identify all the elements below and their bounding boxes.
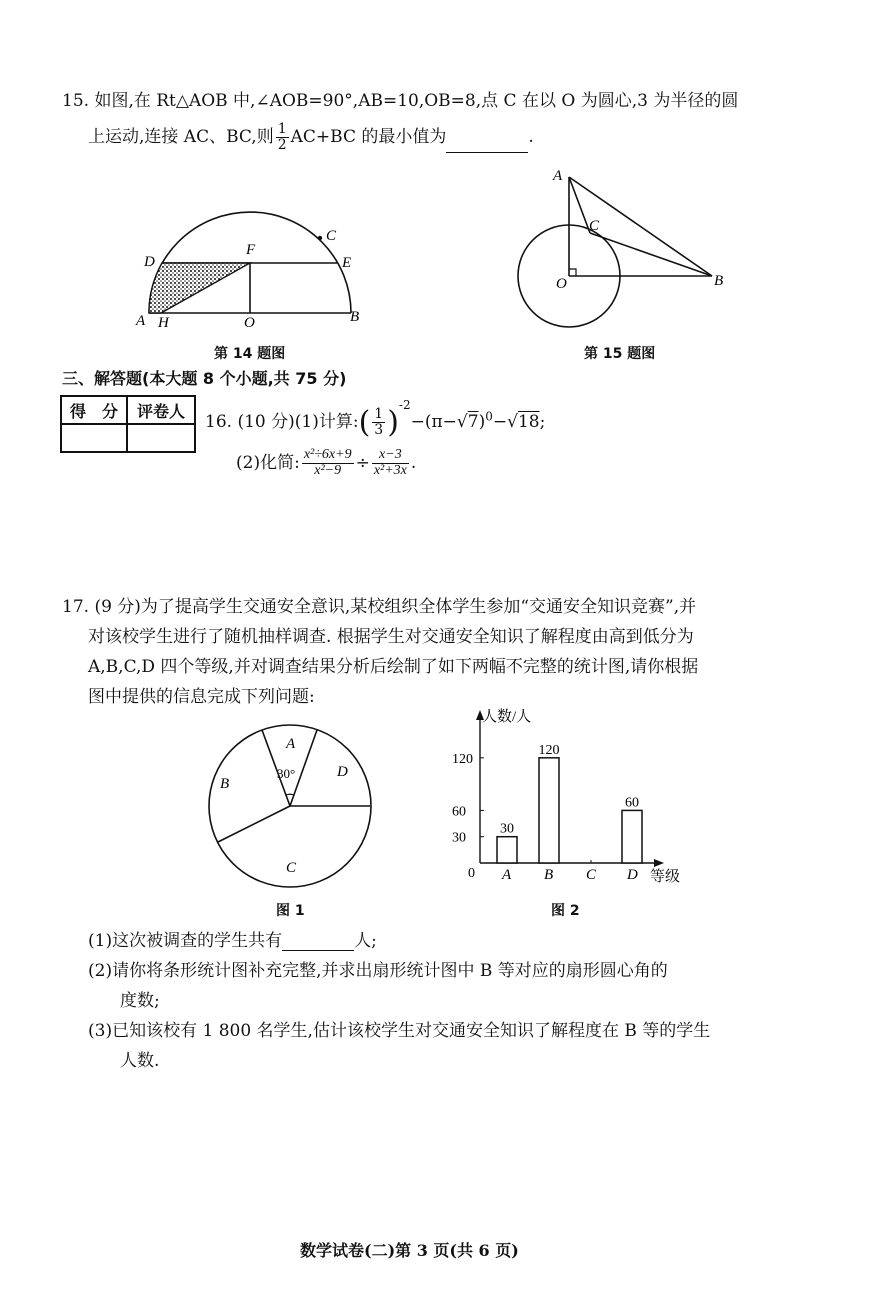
q17-sub1-blank[interactable] [282,932,354,951]
fig14-caption: 第 14 题图 [214,346,286,362]
pie-label-B: B [220,776,230,792]
q15-line2-end: . [528,127,534,147]
q17-sub3-a: (3)已知该校有 1 800 名学生,估计该校学生对交通安全知识了解程度在 B 等的学生 [88,1021,711,1041]
fig14-shaded-region [149,263,250,313]
q17-sub2-a: (2)请你将条形统计图补充完整,并求出扇形统计图中 B 等对应的扇形圆心角的 [88,961,668,981]
q17-line1: 17. (9 分)为了提高学生交通安全意识,某校组织全体学生参加“交通安全知识竞赛”,并 [62,597,697,617]
fig14-label-A: A [136,313,146,329]
q16-part1: 16. (10 分)(1)计算:( $\frac{1}{3}$ )$^{-2}-(\pi-√7)^0-√18$; [205,398,546,440]
fig15-label-A: A [553,168,563,184]
q16-p2-f2-num: x−3 [372,448,409,464]
fig14-label-E: E [342,255,352,271]
q15-answer-blank[interactable] [446,134,528,153]
q17-sub2-b: 度数; [120,991,160,1011]
pie-angle-arc [286,794,294,795]
bar-xlabel: 等级 [650,869,681,885]
bar-ytick-label: 120 [452,751,473,767]
score-box [60,395,196,453]
bar-ytick-label: 30 [452,830,466,846]
q16-sqrt7: 7 [467,412,479,432]
bar-x-arrow [654,859,664,867]
pie-caption: 图 1 [276,903,305,919]
q16-p2-frac1 [302,448,354,478]
fig15-caption: 第 15 题图 [584,346,656,362]
bar-category-label: B [544,867,554,883]
bar-ytick-label: 60 [452,804,466,820]
pie-angle-label: 30° [277,766,296,781]
bar-caption: 图 2 [551,903,580,919]
bar-value-label: 60 [625,795,639,811]
fig15-right-angle [569,269,576,276]
grader-label: 评卷人 [127,396,195,424]
q17-sub3-b: 人数. [120,1051,160,1071]
q16-rest-c: − [492,412,508,432]
q15-fraction [276,122,289,152]
score-cell[interactable] [61,424,127,452]
fig15-segment-CB [590,233,712,276]
bar-B [539,758,559,863]
bar-category-label: A [502,867,512,883]
bar-category-label: D [627,867,638,883]
bar-category-label: C [586,867,597,883]
q16-p2-f2-den: x²+3x [373,463,407,478]
q17-line3: A,B,C,D 四个等级,并对调查结果分析后绘制了如下两幅不完整的统计图,请你根据 [88,657,699,677]
bar-chart [440,700,700,890]
grader-cell[interactable] [127,424,195,452]
figure-15 [500,160,740,340]
q16-p2-div: ÷ [355,453,370,473]
bar-D [622,810,642,863]
q16-p2-f1-num: x²÷6x+9 [303,447,352,463]
q16-p2-f1-den: x²−9 [314,463,342,478]
fig15-label-O: O [556,276,567,292]
q15-frac-num: 1 [277,121,287,138]
q16-exp-0: 0 [485,409,493,424]
q15-line2-a: 上运动,连接 AC、BC,则 [88,127,274,147]
section-3-title: 三、解答题(本大题 8 个小题,共 75 分) [62,369,347,388]
q16-end: ; [539,412,546,432]
q15-line1: 15. 如图,在 Rt△AOB 中,∠AOB=90°,AB=10,OB=8,点 C 在以 O 为圆心,3 为半径的圆 [62,91,739,111]
q16-rest-b: ) [478,412,486,432]
q15-line2-b: AC+BC 的最小值为 [290,127,447,147]
pie-radius-b [218,806,290,842]
bar-value-label: 30 [500,821,514,837]
q16-frac-den: 3 [374,422,384,438]
pie-chart [200,720,380,890]
pie-label-D: D [337,764,348,780]
bar-A [497,837,517,863]
q16-exp-neg2: -2 [398,398,411,412]
score-label: 得 分 [61,396,127,424]
bar-ylabel: 人数/人 [482,709,532,725]
bar-value-label: 120 [538,742,560,758]
q16-frac-num: 1 [374,406,384,423]
fig15-label-B: B [714,273,724,289]
q17-sub1-b: 人; [354,931,377,951]
q16-p2-end: . [410,453,417,473]
q15-frac-den: 2 [277,137,287,153]
q17-sub1-a: (1)这次被调查的学生共有 [88,931,283,951]
fig15-label-C: C [589,218,600,234]
figure-14 [130,190,380,340]
page-footer: 数学试卷(二)第 3 页(共 6 页) [300,1241,519,1260]
q16-rest-a: −(π− [410,412,457,432]
fig14-label-F: F [246,242,256,258]
fig14-label-C: C [326,228,337,244]
q15-line2 [88,122,534,153]
q16-p2-frac2 [372,448,409,478]
q16-frac-1-3 [372,407,385,437]
q16-p2-head: (2)化简: [236,453,300,473]
pie-label-A: A [286,736,296,752]
fig14-label-D: D [144,254,155,270]
q17-line2: 对该校学生进行了随机抽样调查. 根据学生对交通安全知识了解程度由高到低分为 [88,627,694,647]
q16-sqrt18: 18 [517,412,540,432]
bar-ytick-label: 0 [468,866,475,881]
fig14-label-H: H [158,315,169,331]
fig14-label-B: B [350,309,360,325]
fig14-point-c [318,236,322,240]
q16-part2 [236,448,416,479]
q16-head: 16. (10 分)(1)计算: [205,412,359,432]
q17-line4: 图中提供的信息完成下列问题: [88,687,315,707]
q17-sub1 [88,926,377,951]
fig14-label-O: O [244,315,255,331]
pie-label-C: C [286,860,297,876]
